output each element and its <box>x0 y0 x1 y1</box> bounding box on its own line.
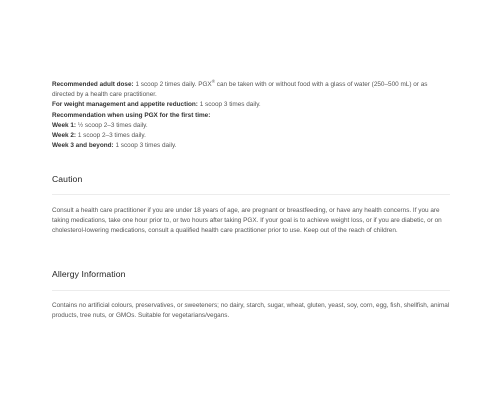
registered-mark: ® <box>211 78 216 84</box>
first-time-label: Recommendation when using PGX for the first time: <box>52 111 211 119</box>
allergy-divider <box>52 290 450 291</box>
week2-text: 1 scoop 2–3 times daily. <box>76 132 146 140</box>
adult-dose-label: Recommended adult dose: <box>52 81 134 88</box>
week2-line <box>52 131 450 141</box>
allergy-text: Contains no artificial colours, preservatives, or sweeteners; no dairy, starch, sugar, wheat, gluten, yeast, soy, corn, egg, fish, shellfish, animal products, tree nuts, or GMOs. Suitable for vegetarians/vegans. <box>52 302 450 319</box>
allergy-heading: Allergy Information <box>52 269 126 279</box>
caution-text: Consult a health care practitioner if you are under 18 years of age, are pregnant or breastfeeding, or have any health concerns. If you are taking medications, take one hour prior to, or two hours after taking PGX. If your goal is to achieve weight loss, or if you are diabetic, or on cholesterol-lowering medications, consult a qualified health care practitioner prior to use. Keep out of the reach of children. <box>52 207 442 234</box>
weight-management-label: For weight management and appetite reduction: <box>52 101 198 109</box>
adult-dose-text-1: 1 scoop 2 times daily. PGX <box>133 81 212 88</box>
week1-line <box>52 121 450 131</box>
week1-label: Week 1: <box>52 121 77 129</box>
adult-dose-text-2: can be taken with or without food with a glass of water (250–500 mL) or as directed by a health care practitioner. <box>52 81 428 99</box>
directions-block <box>52 80 450 151</box>
weight-management-line <box>52 100 450 110</box>
first-time-line <box>52 111 450 121</box>
adult-dose-line <box>52 80 450 100</box>
week3-label: Week 3 and beyond: <box>52 142 114 150</box>
caution-heading: Caution <box>52 174 83 184</box>
week3-text: 1 scoop 3 times daily. <box>113 142 177 150</box>
weight-management-text: 1 scoop 3 times daily. <box>197 101 261 109</box>
week1-text: ½ scoop 2–3 times daily. <box>76 121 148 129</box>
week3-line <box>52 141 450 151</box>
week2-label: Week 2: <box>52 132 77 140</box>
caution-divider <box>52 194 450 195</box>
